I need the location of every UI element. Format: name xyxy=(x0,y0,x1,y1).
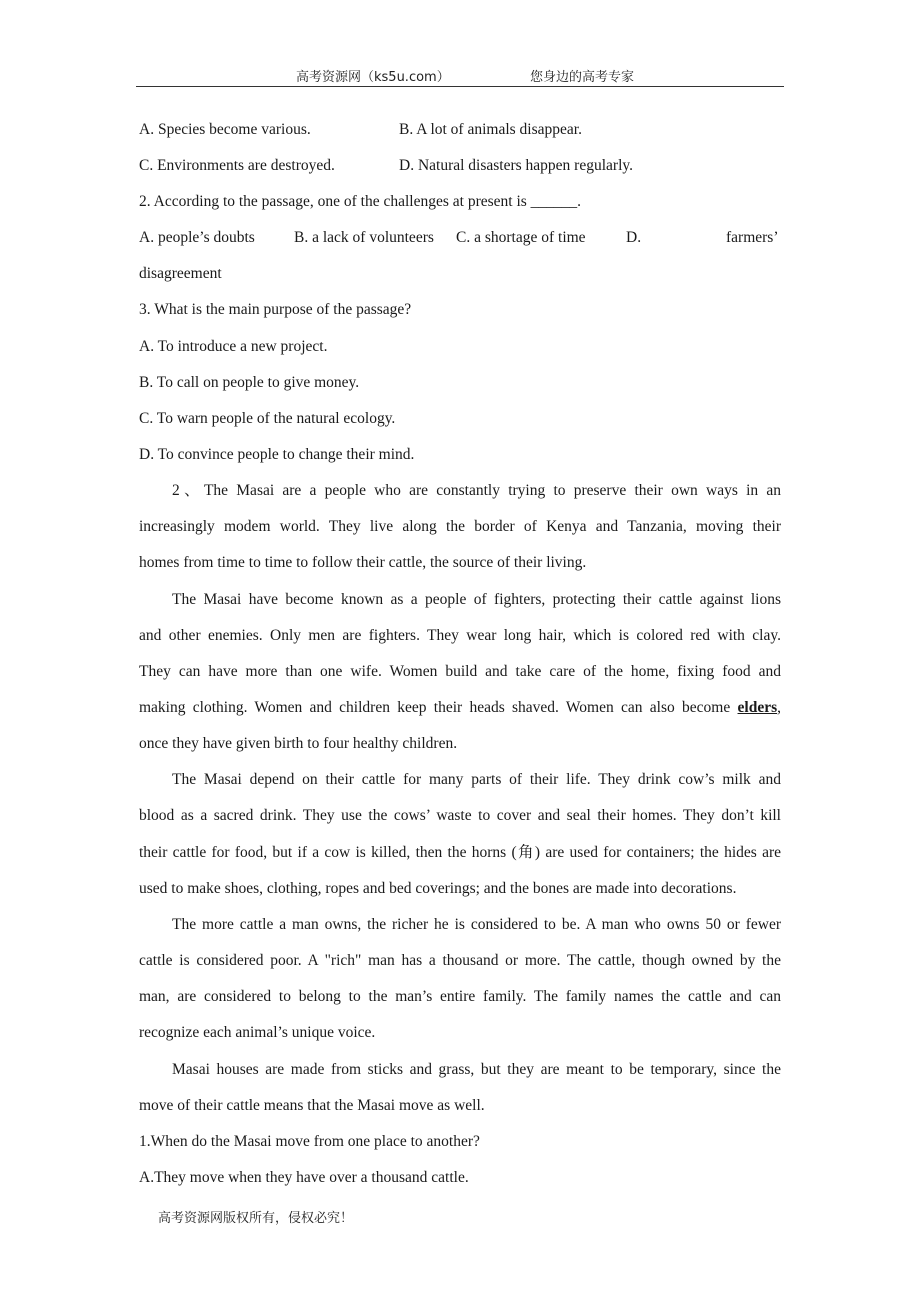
passage2-p5-line1: Masai houses are made from sticks and grass, but they are meant to be temporary, since the xyxy=(172,1061,781,1078)
q2-option-c: C. a shortage of time xyxy=(456,229,586,246)
passage2-p2-line4 xyxy=(139,698,781,718)
passage2-p4-line4: recognize each animal’s unique voice. xyxy=(139,1024,376,1041)
passage2-p1-line3: homes from time to time to follow their cattle, the source of their living. xyxy=(139,554,587,571)
q2-option-d-text: farmers’ xyxy=(726,229,779,246)
q2-option-b: B. a lack of volunteers xyxy=(294,229,434,246)
q1-option-d: D. Natural disasters happen regularly. xyxy=(399,157,633,174)
passage2-p2-line2: and other enemies. Only men are fighters. They wear long hair, which is colored red with clay. xyxy=(139,627,781,644)
keyword-comma: , xyxy=(777,699,782,716)
q3-option-a: A. To introduce a new project. xyxy=(139,338,328,355)
passage2-p1-line1: 2、The Masai are a people who are constantly trying to preserve their own ways in an xyxy=(172,482,781,499)
passage2-p4-line2: cattle is considered poor. A "rich" man has a thousand or more. The cattle, though owned by the xyxy=(139,952,781,969)
passage2-p2-line4-text: making clothing. Women and children keep their heads shaved. Women can also become xyxy=(139,699,731,716)
q3-option-b: B. To call on people to give money. xyxy=(139,374,360,391)
q1-option-c: C. Environments are destroyed. xyxy=(139,157,335,174)
passage2-p4-line1: The more cattle a man owns, the richer he is considered to be. A man who owns 50 or fewer xyxy=(172,916,781,933)
q1-option-b: B. A lot of animals disappear. xyxy=(399,121,582,138)
passage2-p4-line3: man, are considered to belong to the man’s entire family. The family names the cattle and can xyxy=(139,988,781,1005)
header-slogan: 您身边的高考专家 xyxy=(530,70,635,85)
page-footer: 高考资源网版权所有，侵权必究！ xyxy=(158,1211,354,1226)
passage2-p3-line2: blood as a sacred drink. They use the cows’ waste to cover and seal their homes. They don’t kill xyxy=(139,807,781,824)
q3-question: 3. What is the main purpose of the passage? xyxy=(139,301,412,318)
passage2-p3-line1: The Masai depend on their cattle for many parts of their life. They drink cow’s milk and xyxy=(172,771,781,788)
page-header xyxy=(136,64,784,87)
q2-option-d-label: D. xyxy=(626,229,642,246)
passage2-p2-line5: once they have given birth to four healthy children. xyxy=(139,735,458,752)
passage2-p2-line1: The Masai have become known as a people of fighters, protecting their cattle against lions xyxy=(172,591,781,608)
passage2-p3-line4: used to make shoes, clothing, ropes and bed coverings; and the bones are made into decorations. xyxy=(139,880,737,897)
keyword-elders: elders xyxy=(737,699,778,716)
q2-option-d-continued: disagreement xyxy=(139,265,222,282)
q2-option-a: A. people’s doubts xyxy=(139,229,255,246)
p2-q1-option-a: A.They move when they have over a thousand cattle. xyxy=(139,1169,469,1186)
passage2-p5-line2: move of their cattle means that the Masai move as well. xyxy=(139,1097,485,1114)
header-site-name: 高考资源网（ks5u.com） xyxy=(296,70,450,85)
passage2-p1-line2: increasingly modem world. They live along the border of Kenya and Tanzania, moving their xyxy=(139,518,781,535)
q3-option-c: C. To warn people of the natural ecology. xyxy=(139,410,396,427)
q1-option-a: A. Species become various. xyxy=(139,121,311,138)
q3-option-d: D. To convince people to change their mind. xyxy=(139,446,415,463)
passage2-p3-line3: their cattle for food, but if a cow is killed, then the horns (角) are used for containers; the hides are xyxy=(139,844,781,861)
q2-question: 2. According to the passage, one of the challenges at present is ______. xyxy=(139,193,582,210)
passage2-p2-line3: They can have more than one wife. Women build and take care of the home, fixing food and xyxy=(139,663,781,680)
p2-q1-question: 1.When do the Masai move from one place to another? xyxy=(139,1133,480,1150)
